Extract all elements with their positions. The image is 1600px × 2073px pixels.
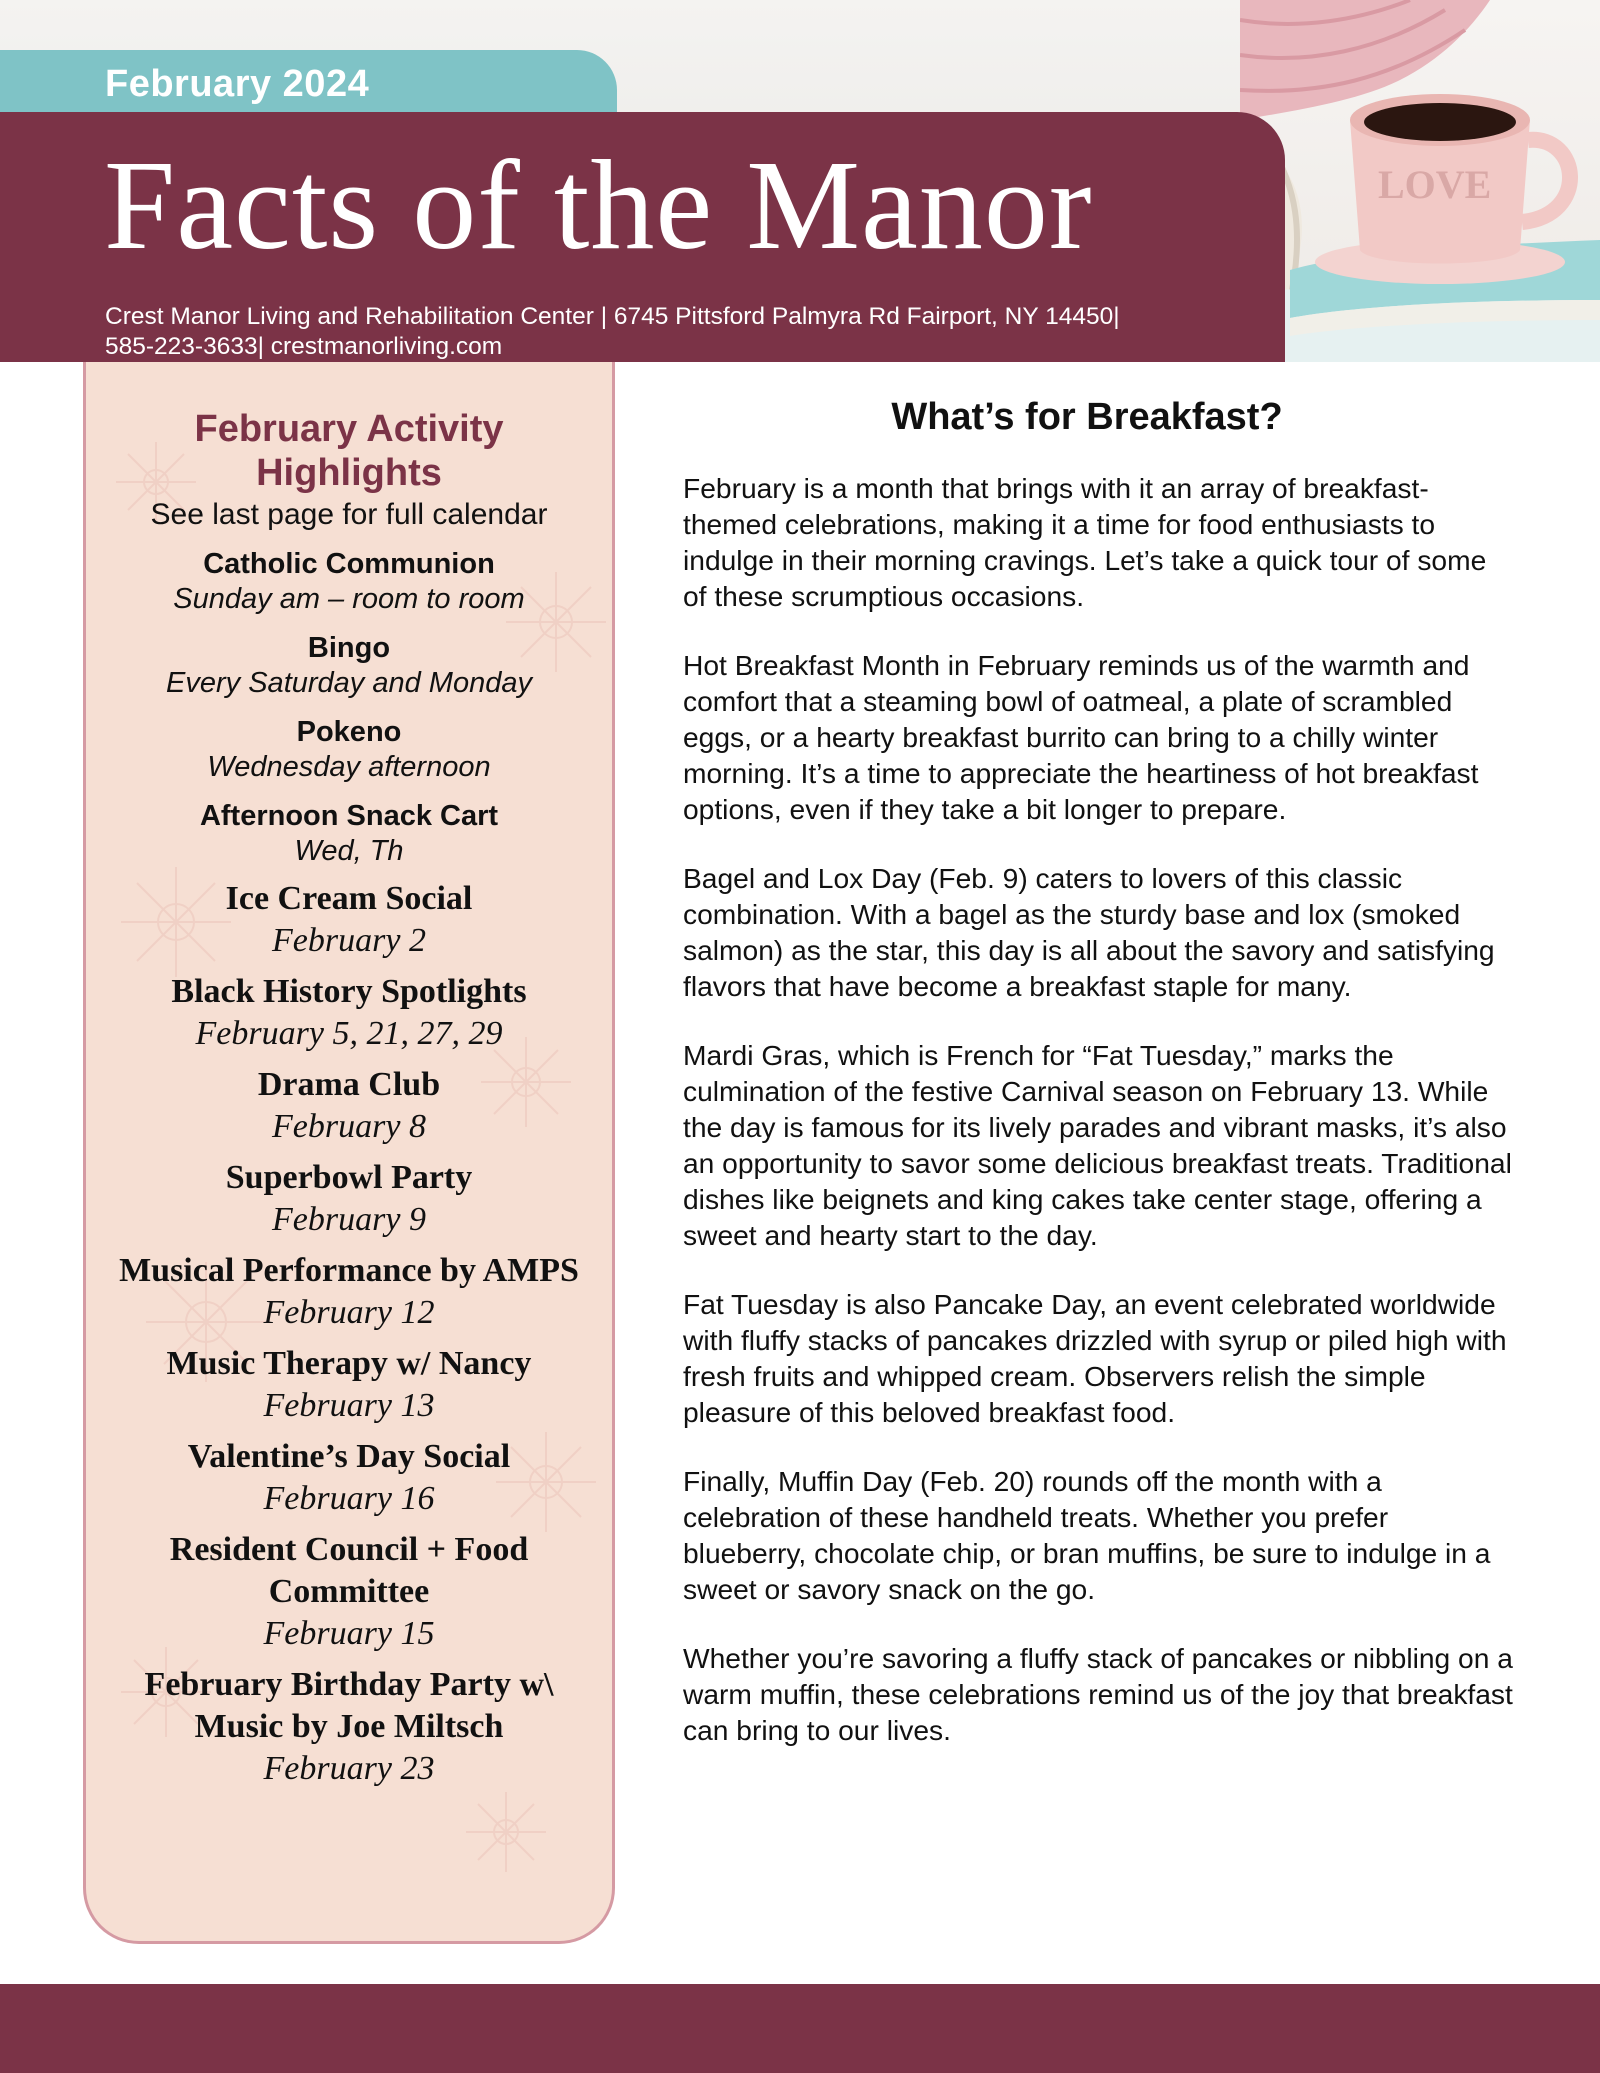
activity-name: Catholic Communion <box>203 548 495 580</box>
activity-name: Pokeno <box>296 716 402 748</box>
article-title: What’s for Breakfast? <box>891 396 1283 438</box>
address-line-2: 585-223-3633| crestmanorliving.com <box>105 333 503 360</box>
sidebar-content <box>86 362 612 1790</box>
article-paragraph: February is a month that brings with it an array of breakfast-themed celebrations, making it a time for food enthusiasts to indulge in their morning cravings. Let’s take a quick tour of some of these scrumptious occasions. <box>683 472 1487 612</box>
footer-band <box>0 1984 1600 2073</box>
event-item <box>86 971 612 1055</box>
event-date: February 2 <box>272 922 426 959</box>
activity-item <box>86 547 612 617</box>
sidebar-heading: February Activity Highlights <box>194 408 504 494</box>
event-date: February 5, 21, 27, 29 <box>195 1015 503 1052</box>
activity-schedule: Wednesday afternoon <box>207 751 491 783</box>
article-paragraph: Mardi Gras, which is French for “Fat Tuesday,” marks the culmination of the festive Carnival season on February 13. While the day is famous for its lively parades and vibrant masks, it’s also an opportunity to savor some delicious breakfast treats. Traditional dishes like beignets and king cakes take center stage, offering a sweet and hearty start to the day. <box>683 1039 1512 1251</box>
event-name: Valentine’s Day Social <box>187 1438 511 1475</box>
activity-name: Afternoon Snack Cart <box>199 800 499 832</box>
event-name: Black History Spotlights <box>171 973 527 1010</box>
activity-item <box>86 715 612 785</box>
activity-name: Bingo <box>307 632 391 664</box>
event-date: February 9 <box>272 1201 426 1238</box>
event-item <box>86 1343 612 1427</box>
article-paragraph: Finally, Muffin Day (Feb. 20) rounds off the month with a celebration of these handheld treats. Whether you prefer blueberry, chocolate chip, or bran muffins, be sure to indulge in a sweet or savory snack on the go. <box>683 1465 1491 1605</box>
newsletter-title: Facts of the Manor <box>104 134 1093 276</box>
event-name: Musical Performance by AMPS <box>119 1252 579 1289</box>
event-date: February 16 <box>263 1480 435 1517</box>
event-item <box>86 878 612 962</box>
event-name: Drama Club <box>257 1066 441 1103</box>
activity-schedule: Sunday am – room to room <box>173 583 525 615</box>
event-date: February 23 <box>263 1750 435 1787</box>
activity-item <box>86 799 612 869</box>
article-paragraph: Hot Breakfast Month in February reminds us of the warmth and comfort that a steaming bowl of oatmeal, a plate of scrambled eggs, or a hearty breakfast burrito can bring to a chilly winter morning. It’s a time to appreciate the heartiness of hot breakfast options, even if they take a bit longer to prepare. <box>683 649 1479 825</box>
article-paragraph: Bagel and Lox Day (Feb. 9) caters to lovers of this classic combination. With a bagel as the sturdy base and lox (smoked salmon) as the star, this day is all about the savory and satisfying flavors that have become a breakfast staple for many. <box>683 862 1495 1002</box>
article-paragraph: Whether you’re savoring a fluffy stack of pancakes or nibbling on a warm muffin, these celebrations remind us of the joy that breakfast can bring to our lives. <box>683 1642 1513 1746</box>
activity-schedule: Every Saturday and Monday <box>166 667 532 699</box>
event-item <box>86 1250 612 1334</box>
event-date: February 12 <box>263 1294 435 1331</box>
event-name: Resident Council + Food Committee <box>169 1531 529 1610</box>
facility-address <box>105 302 1305 362</box>
event-item <box>86 1157 612 1241</box>
sidebar-subheading: See last page for full calendar <box>150 498 548 531</box>
article-paragraph: Fat Tuesday is also Pancake Day, an event celebrated worldwide with fluffy stacks of pancakes drizzled with syrup or piled high with fresh fruits and whipped cream. Observers relish the simple pleasure of this beloved breakfast food. <box>683 1288 1507 1428</box>
event-date: February 13 <box>263 1387 435 1424</box>
event-name: February Birthday Party w\ Music by Joe Miltsch <box>144 1666 554 1745</box>
event-name: Music Therapy w/ Nancy <box>166 1345 532 1382</box>
mug-love-text: LOVE <box>1378 162 1492 207</box>
event-date: February 8 <box>272 1108 426 1145</box>
issue-month: February 2024 <box>105 63 370 105</box>
event-item <box>86 1529 612 1655</box>
event-name: Superbowl Party <box>225 1159 473 1196</box>
event-name: Ice Cream Social <box>225 880 473 917</box>
activity-highlights-sidebar <box>83 362 615 1944</box>
address-line-1: Crest Manor Living and Rehabilitation Center | 6745 Pittsford Palmyra Rd Fairport, NY 14450| <box>105 303 1120 330</box>
event-date: February 15 <box>263 1615 435 1652</box>
breakfast-article <box>683 394 1513 1748</box>
event-item <box>86 1064 612 1148</box>
event-item <box>86 1664 612 1790</box>
activity-item <box>86 631 612 701</box>
activity-schedule: Wed, Th <box>294 835 404 867</box>
event-item <box>86 1436 612 1520</box>
